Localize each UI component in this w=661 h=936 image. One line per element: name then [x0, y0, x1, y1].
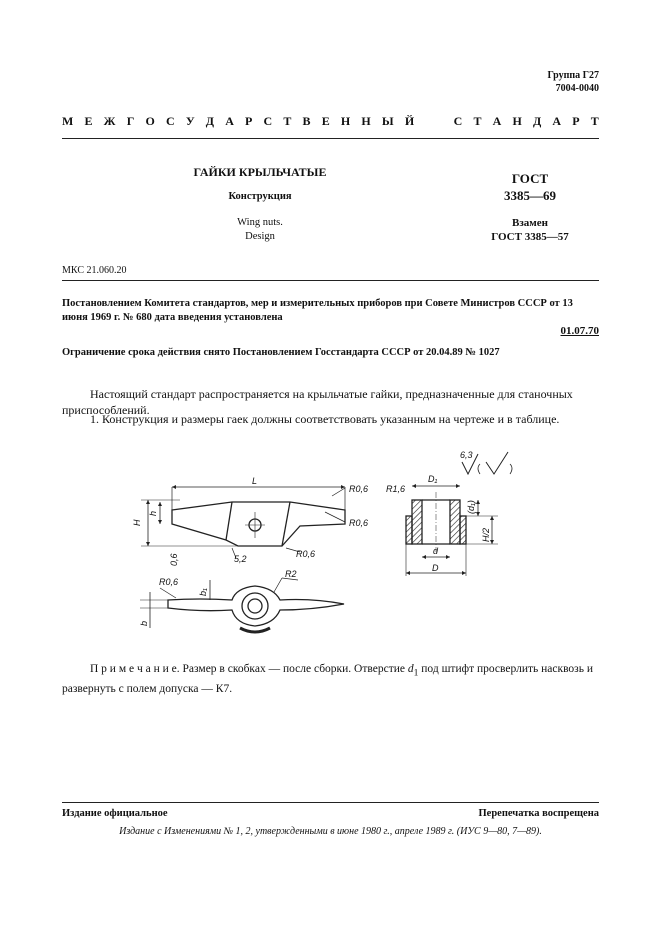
paragraph-2: 1. Конструкция и размеры гаек должны соответствовать указанным на чертеже и в таблице. [90, 412, 560, 426]
label-h: h [148, 510, 158, 516]
footer-rule [62, 802, 599, 803]
label-d: d [433, 546, 439, 556]
label-d1-paren: (d₁) [466, 500, 476, 514]
banner-letter: В [302, 114, 311, 128]
limit-text: Ограничение срока действия снято Постановлением Госстандарта СССР от 20.04.89 № 1027 [62, 347, 500, 358]
banner-letter: Ж [103, 114, 116, 128]
banner-letter: Е [321, 114, 330, 128]
label-r06-d: R0,6 [159, 577, 179, 587]
banner-letter: Й [404, 114, 415, 128]
official-edition: Издание официальное [62, 808, 168, 819]
banner-letter: Ы [381, 114, 394, 128]
banner-letter: Д [532, 114, 542, 128]
label-h2: H/2 [481, 527, 491, 542]
label-r2: R2 [285, 569, 297, 579]
mid-rule [62, 280, 599, 281]
banner-letter: А [552, 114, 562, 128]
label-r06-a: R0,6 [349, 484, 369, 494]
paragraph-1: Настоящий стандарт распространяется на крыльчатые гайки, предназначенные для станочных приспособлений. [62, 387, 573, 417]
label-0-6: 0,6 [169, 553, 179, 566]
note-sub: 1 [413, 667, 419, 679]
replaces-number: ГОСТ 3385—57 [491, 231, 569, 243]
banner-letter: Т [590, 114, 599, 128]
banner-letter: Р [245, 114, 253, 128]
banner-gap [439, 114, 442, 129]
label-D: D [432, 563, 439, 573]
note-var: d [407, 663, 414, 675]
gost-number: 3385—69 [504, 188, 556, 203]
banner-letter: Т [473, 114, 482, 128]
title-ru: ГАЙКИ КРЫЛЬЧАТЫЕ [193, 165, 327, 179]
reprint-notice: Перепечатка воспрещена [478, 808, 599, 819]
group-label: Группа Г27 [547, 70, 599, 81]
banner-letter: Н [340, 114, 351, 128]
banner-gap [425, 114, 428, 129]
banner-letter: С [165, 114, 175, 128]
note [62, 661, 599, 697]
label-b: b [139, 620, 149, 626]
title-en-line2: Design [245, 231, 275, 242]
banner-letter: А [225, 114, 234, 128]
banner-letter: С [453, 114, 463, 128]
banner-letter: Н [361, 114, 371, 128]
note-text-1: Размер в скобках — после сборки. Отверстие [179, 663, 405, 675]
label-r06-b: R0,6 [349, 518, 369, 528]
edition-info: Издание с Изменениями № 1, 2, утвержденными в июне 1980 г., апреле 1989 г. (ИУС 9—80, 7—89). [119, 826, 542, 837]
roughness-label: 6,3 [460, 450, 473, 460]
subtitle-ru: Конструкция [228, 191, 292, 202]
decree-text: Постановлением Комитета стандартов, мер и измерительных приборов при Совете Министров СССР от 13 июня 1969 г. № 680 дата введения установлена [62, 298, 573, 323]
header-codes [547, 69, 599, 95]
standard-banner [62, 114, 599, 129]
banner-letter: У [185, 114, 195, 128]
note-text-2: под штифт просверлить насквозь и [418, 663, 593, 675]
replaces-label: Взамен [512, 217, 548, 229]
label-D1: D₁ [428, 474, 438, 484]
effective-date: 01.07.70 [560, 325, 599, 337]
gost-block [470, 170, 590, 204]
title-en [160, 216, 360, 244]
replaces-block [470, 216, 590, 244]
banner-letter: Н [512, 114, 522, 128]
label-L: L [252, 476, 258, 486]
label-b1: b₁ [198, 588, 208, 596]
label-r06-c: R0,6 [296, 549, 316, 559]
banner-letter: Д [205, 114, 215, 128]
banner-letter: С [263, 114, 273, 128]
label-r16: R1,6 [386, 484, 406, 494]
title-en-line1: Wing nuts. [237, 217, 283, 228]
note-text-3: развернуть с полем допуска — К7. [62, 683, 233, 696]
banner-letter: А [492, 114, 502, 128]
code-label: 7004-0040 [555, 83, 599, 94]
gost-label: ГОСТ [511, 171, 549, 186]
banner-letter: О [145, 114, 155, 128]
label-5-2: 5,2 [234, 554, 247, 564]
banner-letter: Р [572, 114, 580, 128]
side-view [141, 487, 345, 558]
banner-letter: Т [283, 114, 292, 128]
top-rule [62, 138, 599, 139]
technical-drawing [0, 440, 661, 660]
banner-letter: Г [126, 114, 135, 128]
banner-letter: М [62, 114, 74, 128]
section-view [406, 452, 512, 576]
label-H: H [132, 519, 142, 526]
banner-letter: Е [84, 114, 93, 128]
note-prefix: П р и м е ч а н и е. [90, 663, 180, 675]
mks-code: МКС 21.060.20 [62, 265, 127, 276]
